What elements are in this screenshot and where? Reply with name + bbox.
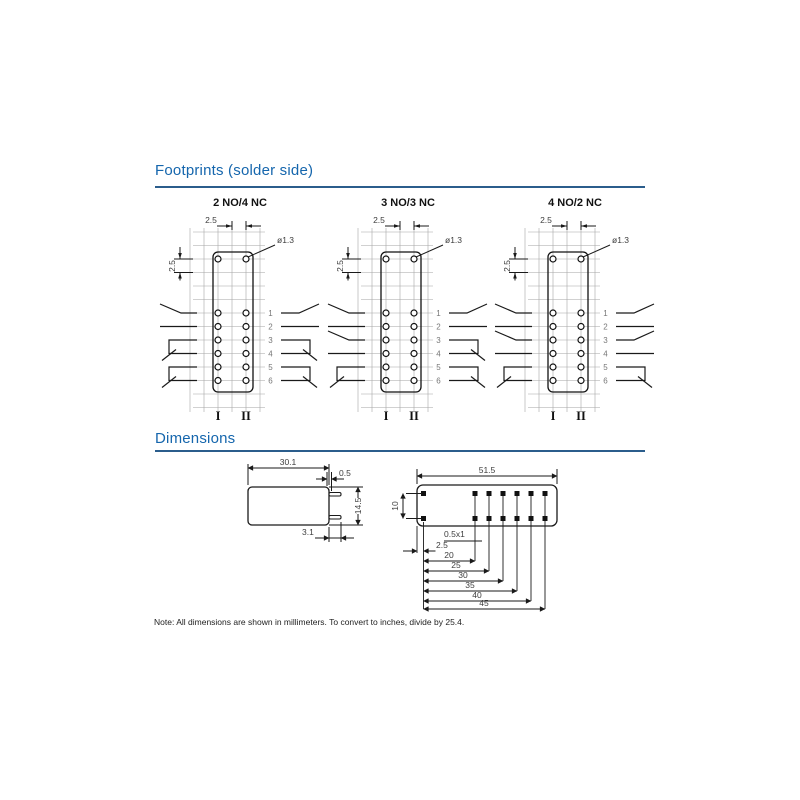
pin-hole xyxy=(383,256,389,262)
pin-number: 4 xyxy=(268,349,273,359)
pin-hole xyxy=(550,324,556,330)
pin-number: 5 xyxy=(436,362,441,372)
pin-numbers xyxy=(268,309,273,386)
column-numeral: I xyxy=(550,409,556,423)
pin-hole xyxy=(411,378,417,384)
pin-hole xyxy=(243,337,249,343)
no-contact-symbol xyxy=(328,331,365,340)
pcb-grid xyxy=(190,228,265,412)
pin-numbers xyxy=(603,309,608,386)
pin-number: 3 xyxy=(436,335,441,345)
footprint-drawing xyxy=(147,214,333,428)
hole-diameter-label: ø1.3 xyxy=(277,235,295,245)
footprint-outline xyxy=(548,252,588,392)
pin-hole xyxy=(383,378,389,384)
no-contact-symbol xyxy=(495,331,532,340)
pin-number: 2 xyxy=(436,322,441,332)
no-contact-symbol xyxy=(281,304,319,313)
pin-position-label: 45 xyxy=(479,598,489,608)
pin-hole xyxy=(578,324,584,330)
pin-hole xyxy=(578,378,584,384)
column-numeral: I xyxy=(383,409,389,423)
side-height-label: 14.5 xyxy=(353,497,363,515)
no-contact-symbol xyxy=(328,304,365,313)
pin-hole xyxy=(578,310,584,316)
pitch-top-label: 2.5 xyxy=(540,215,552,225)
pin-hole xyxy=(215,378,221,384)
pin-number: 3 xyxy=(603,335,608,345)
bottom-width-label: 51.5 xyxy=(478,465,496,475)
pin-numbers xyxy=(436,309,441,386)
pin-number: 6 xyxy=(603,376,608,386)
pin-position-label: 25 xyxy=(451,560,461,570)
footprint-outline xyxy=(381,252,421,392)
pin-hole xyxy=(215,337,221,343)
pin-hole xyxy=(411,364,417,370)
relay-case-side xyxy=(248,487,329,525)
footprint-title: 3 NO/3 NC xyxy=(381,197,435,209)
footprint-dimensions xyxy=(167,215,294,281)
bottom-view-drawing xyxy=(403,469,557,609)
pin-number: 6 xyxy=(268,376,273,386)
pin-hole xyxy=(383,324,389,330)
no-contact-symbol xyxy=(495,304,532,313)
pin-number: 5 xyxy=(268,362,273,372)
dimensions-section-rule xyxy=(155,450,645,452)
footprint-variant-1 xyxy=(147,196,333,428)
side-width-label: 30.1 xyxy=(279,457,297,467)
footprint-title: 4 NO/2 NC xyxy=(548,197,602,209)
pin-hole xyxy=(383,364,389,370)
footprint-outline xyxy=(213,252,253,392)
pin-hole xyxy=(383,351,389,357)
pin-hole xyxy=(243,378,249,384)
pcb-grid xyxy=(525,228,600,412)
no-contact-symbol xyxy=(160,304,197,313)
footprint-title: 2 NO/4 NC xyxy=(213,197,267,209)
pin-hole xyxy=(243,324,249,330)
pin-number: 2 xyxy=(268,322,273,332)
pin-hole xyxy=(215,256,221,262)
relay-pin-side-bottom xyxy=(329,516,341,520)
pin-hole xyxy=(243,256,249,262)
relay-pin-side-top xyxy=(329,493,341,497)
pin-hole xyxy=(383,337,389,343)
pin-hole xyxy=(578,256,584,262)
dimension-drawings xyxy=(145,456,665,631)
pin-hole xyxy=(411,351,417,357)
pin-number: 4 xyxy=(436,349,441,359)
pin-hole xyxy=(411,256,417,262)
bottom-edge-to-pin-label: 2.5 xyxy=(436,540,448,550)
pitch-top-label: 2.5 xyxy=(205,215,217,225)
pin-hole xyxy=(215,364,221,370)
footprint-variant-3 xyxy=(482,196,668,428)
pin-number: 3 xyxy=(268,335,273,345)
pin-hole xyxy=(243,364,249,370)
pitch-side-label: 2.5 xyxy=(502,260,512,272)
column-numeral: II xyxy=(241,409,251,423)
pin-hole xyxy=(411,337,417,343)
dimensions-section-title: Dimensions xyxy=(155,430,236,447)
pin-hole xyxy=(550,364,556,370)
side-pin-offset-label: 0.5 xyxy=(339,468,351,478)
footprint-drawing xyxy=(482,214,668,428)
pin-position-label: 30 xyxy=(458,570,468,580)
contact-symbols xyxy=(495,304,654,388)
hole-diameter-label: ø1.3 xyxy=(612,235,630,245)
bottom-pin-size-label: 0.5x1 xyxy=(444,529,465,539)
footprints-section-rule xyxy=(155,186,645,188)
pcb-grid xyxy=(358,228,433,412)
pin-hole xyxy=(383,310,389,316)
pin-hole xyxy=(578,351,584,357)
pin-hole xyxy=(578,337,584,343)
pin-number: 6 xyxy=(436,376,441,386)
pin-position-label: 35 xyxy=(465,580,475,590)
contact-symbols xyxy=(160,304,319,388)
pin-hole xyxy=(550,256,556,262)
no-contact-symbol xyxy=(616,304,654,313)
pin-hole xyxy=(550,310,556,316)
pin-number: 5 xyxy=(603,362,608,372)
pitch-side-label: 2.5 xyxy=(167,260,177,272)
pin-position-label: 40 xyxy=(472,590,482,600)
footprint-dimensions xyxy=(502,215,629,281)
pin-hole xyxy=(411,310,417,316)
hole-diameter-label: ø1.3 xyxy=(445,235,463,245)
pin-number: 1 xyxy=(436,308,441,318)
pin-hole xyxy=(550,378,556,384)
pin-position-label: 20 xyxy=(444,550,454,560)
pitch-top-label: 2.5 xyxy=(373,215,385,225)
pin-hole xyxy=(550,337,556,343)
units-note: Note: All dimensions are shown in millimeters. To convert to inches, divide by 25.4. xyxy=(154,617,465,627)
footprint-variant-2 xyxy=(315,196,501,428)
pin-number: 1 xyxy=(268,308,273,318)
column-numeral: II xyxy=(576,409,586,423)
pin-number: 4 xyxy=(603,349,608,359)
pin-hole xyxy=(411,324,417,330)
pin-hole xyxy=(215,351,221,357)
pin-hole xyxy=(578,364,584,370)
no-contact-symbol xyxy=(616,331,654,340)
pin-number: 2 xyxy=(603,322,608,332)
contact-symbols xyxy=(328,304,487,388)
bottom-row-spacing-label: 10 xyxy=(390,501,400,511)
footprint-dimensions xyxy=(335,215,462,281)
pin-hole xyxy=(550,351,556,357)
footprints-section-title: Footprints (solder side) xyxy=(155,162,314,179)
pin-number: 1 xyxy=(603,308,608,318)
pin-hole xyxy=(215,310,221,316)
pin-hole xyxy=(215,324,221,330)
footprint-drawing xyxy=(315,214,501,428)
side-pin-length-label: 3.1 xyxy=(302,527,314,537)
pin-hole xyxy=(243,310,249,316)
pitch-side-label: 2.5 xyxy=(335,260,345,272)
pin-hole xyxy=(243,351,249,357)
column-numeral: II xyxy=(409,409,419,423)
column-numeral: I xyxy=(215,409,221,423)
